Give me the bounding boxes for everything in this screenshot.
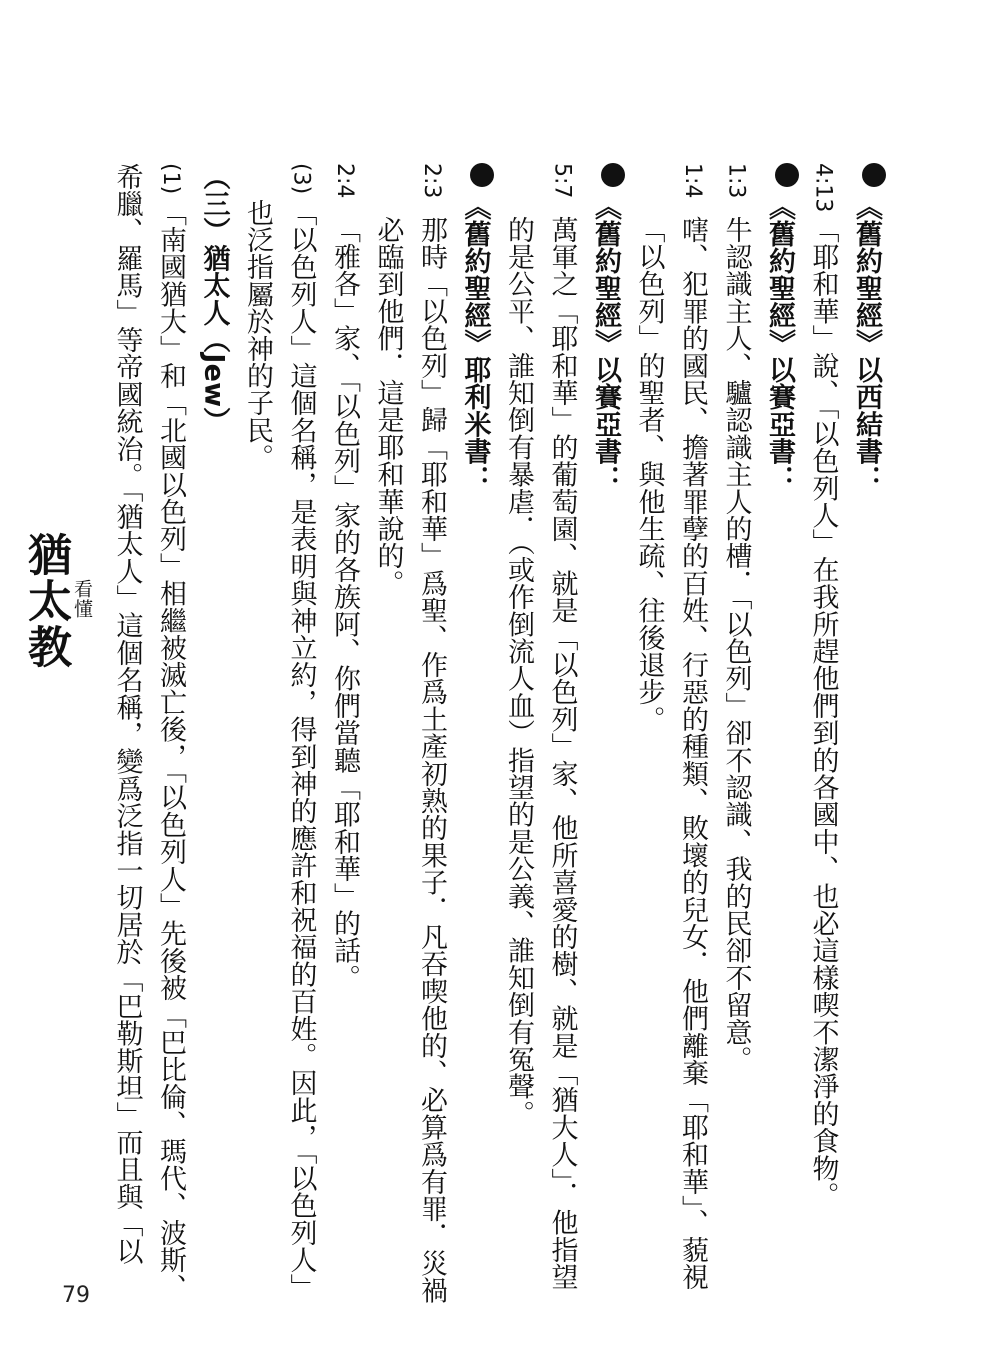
bullet-icon	[470, 163, 494, 187]
bullet-icon	[862, 163, 886, 187]
verse-number: 1:4	[680, 163, 705, 199]
verse-text: 牛認識主人、驢認識主人的槽．「以色列」卻不認識、我的民卻不留意。	[720, 216, 752, 1073]
verse-line	[323, 163, 367, 1273]
book-heading-isaiah	[758, 163, 802, 1273]
verse-text: 嗐、犯罪的國民、擔著罪孽的百姓、行惡的種類、敗壞的兒女．他們離棄「耶和華」、藐視	[677, 216, 708, 1291]
verse-continuation	[366, 163, 410, 1273]
verse-text: 萬軍之「耶和華」的葡萄園、就是「以色列」家、他所喜愛的樹、就是「猶大人」．他指望	[546, 216, 578, 1291]
verse-number: 1:3	[723, 163, 749, 199]
verse-text: 「雅各」家、「以色列」家的各族阿、你們當聽「耶和華」的話。	[329, 216, 360, 992]
book-title-big: 猶太教	[20, 532, 71, 670]
paragraph-continuation	[105, 163, 149, 1273]
book-heading-ezekiel	[845, 163, 889, 1273]
book-name: 以賽亞書：	[764, 356, 795, 493]
paragraph-number: (3)	[288, 163, 314, 195]
verse-continuation	[497, 163, 541, 1273]
verse-text: 的是公平、誰知倒有暴虐．（或作倒流人血）指望的是公義、誰知倒有冤聲。	[503, 216, 534, 1128]
paragraph-text: 希臘、羅馬」等帝國統治。「猶太人」這個名稱，變爲泛指一切居於「巴勒斯坦」而且與「以	[111, 163, 143, 1265]
verse-line	[410, 163, 454, 1304]
verse-text: 「耶和華」說、「以色列人」在我所趕他們到的各國中、也必這樣喫不潔淨的食物。	[807, 216, 839, 1209]
book-heading-jeremiah	[453, 163, 497, 1273]
verse-number: 2:4	[332, 163, 357, 199]
verse-text: 必臨到他們．這是耶和華說的。	[372, 216, 404, 597]
paragraph-line	[279, 163, 323, 1301]
paragraph-text: 「以色列人」這個名稱，是表明與神立約，得到神的應許和祝福的百姓。因此，「以色列人」	[285, 199, 317, 1301]
book-title-small: 看懂	[71, 579, 93, 619]
verse-line	[801, 163, 845, 1273]
bullet-icon	[775, 163, 799, 187]
page-number: 79	[62, 1283, 90, 1308]
section-heading: （三）猶太人（Jew）	[198, 163, 230, 435]
verse-line	[540, 163, 584, 1291]
bullet-icon	[601, 163, 625, 187]
paragraph-continuation	[236, 163, 280, 1273]
verse-text: 那時「以色列」歸「耶和華」爲聖、作爲土產初熟的果子．凡吞喫他的、必算爲有罪．災禍	[416, 216, 447, 1304]
book-label: 《舊約聖經》	[851, 193, 882, 357]
verse-line	[671, 163, 715, 1291]
paragraph-text: 也泛指屬於神的子民。	[242, 199, 273, 471]
paragraph-text: 「南國猶大」和「北國以色列」相繼被滅亡後，「以色列人」先後被「巴比倫、瑪代、波斯、	[155, 199, 186, 1301]
paragraph-line	[149, 163, 193, 1301]
vertical-text-body	[111, 163, 888, 1304]
verse-number: 4:13	[810, 163, 836, 213]
book-label: 《舊約聖經》	[590, 193, 621, 357]
running-book-title	[20, 528, 96, 670]
book-name: 以西結書：	[851, 356, 882, 493]
book-label: 《舊約聖經》	[764, 193, 795, 357]
book-label: 《舊約聖經》	[459, 193, 491, 357]
verse-line	[714, 163, 758, 1273]
verse-text: 「以色列」的聖者、與他生疏、往後退步。	[633, 216, 665, 733]
paragraph-number: (1)	[158, 163, 183, 195]
verse-continuation	[627, 163, 671, 1273]
book-name: 以賽亞書：	[590, 356, 621, 493]
verse-number: 5:7	[549, 163, 575, 199]
verse-number: 2:3	[419, 163, 444, 199]
book-name: 耶利米書：	[459, 356, 491, 493]
book-heading-isaiah	[584, 163, 628, 1273]
